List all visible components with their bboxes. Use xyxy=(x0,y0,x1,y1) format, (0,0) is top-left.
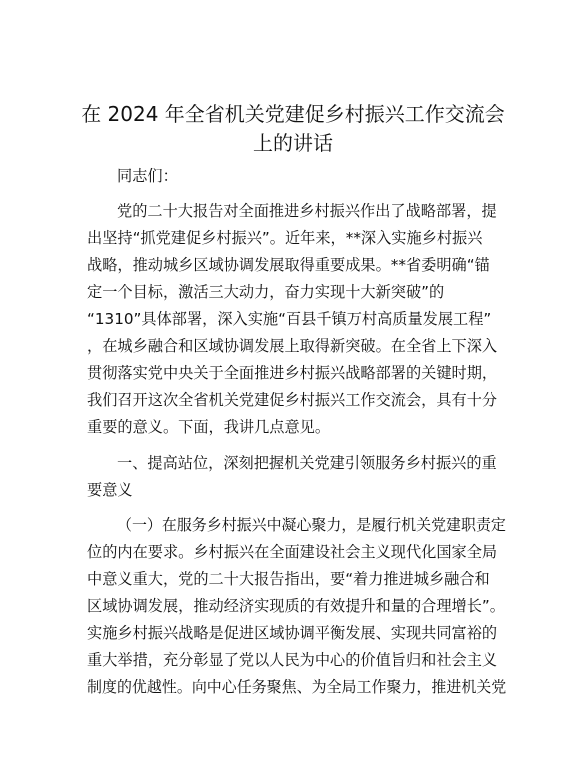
para1-line-6: ，在城乡融合和区域协调发展上取得新突破。在全省上下深入 xyxy=(87,337,498,355)
para1-line-1: 党的二十大报告对全面推进乡村振兴作出了战略部署，提 xyxy=(117,202,497,220)
salutation: 同志们： xyxy=(117,167,178,185)
para2-line-1: （一）在服务乡村振兴中凝心聚力，是履行机关党建职责定 xyxy=(117,516,506,534)
para2-line-3: 中意义重大，党的二十大报告指出，要“着力推进城乡融合和 xyxy=(87,570,490,588)
para2-line-5: 实施乡村振兴战略是促进区域协调平衡发展、实现共同富裕的 xyxy=(87,624,498,642)
para1-line-8: 我们召开这次全省机关党建促乡村振兴工作交流会，具有十分 xyxy=(87,391,498,409)
para1-line-2: 出坚持“抓党建促乡村振兴”。近年来，**深入实施乡村振兴 xyxy=(87,229,483,247)
title-line-2: 上的讲话 xyxy=(253,131,333,155)
para1-line-5: “1310”具体部署，深入实施“百县千镇万村高质量发展工程” xyxy=(87,310,492,328)
heading1-line-1: 一、提高站位，深刻把握机关党建引领服务乡村振兴的重 xyxy=(117,454,497,472)
document-title xyxy=(70,100,516,158)
heading1-line-2: 要意义 xyxy=(87,481,133,499)
para2-line-4: 区域协调发展，推动经济实现质的有效提升和量的合理增长”。 xyxy=(87,597,505,615)
para2-line-7: 制度的优越性。向中心任务聚焦、为全局工作聚力，推进机关党 xyxy=(87,678,507,696)
para1-line-3: 战略，推动城乡区域协调发展取得重要成果。**省委明确“锚 xyxy=(87,256,490,274)
title-line-1: 在 2024 年全省机关党建促乡村振兴工作交流会 xyxy=(81,102,505,126)
para2-line-2: 位的内在要求。乡村振兴在全面建设社会主义现代化国家全局 xyxy=(87,543,498,561)
para2-line-6: 重大举措，充分彰显了党以人民为中心的价值旨归和社会主义 xyxy=(87,651,498,669)
para1-line-9: 重要的意义。下面，我讲几点意见。 xyxy=(87,418,330,436)
para1-line-7: 贯彻落实党中央关于全面推进乡村振兴战略部署的关键时期， xyxy=(87,364,498,382)
para1-line-4: 定一个目标，激活三大动力，奋力实现十大新突破”的 xyxy=(87,283,445,301)
